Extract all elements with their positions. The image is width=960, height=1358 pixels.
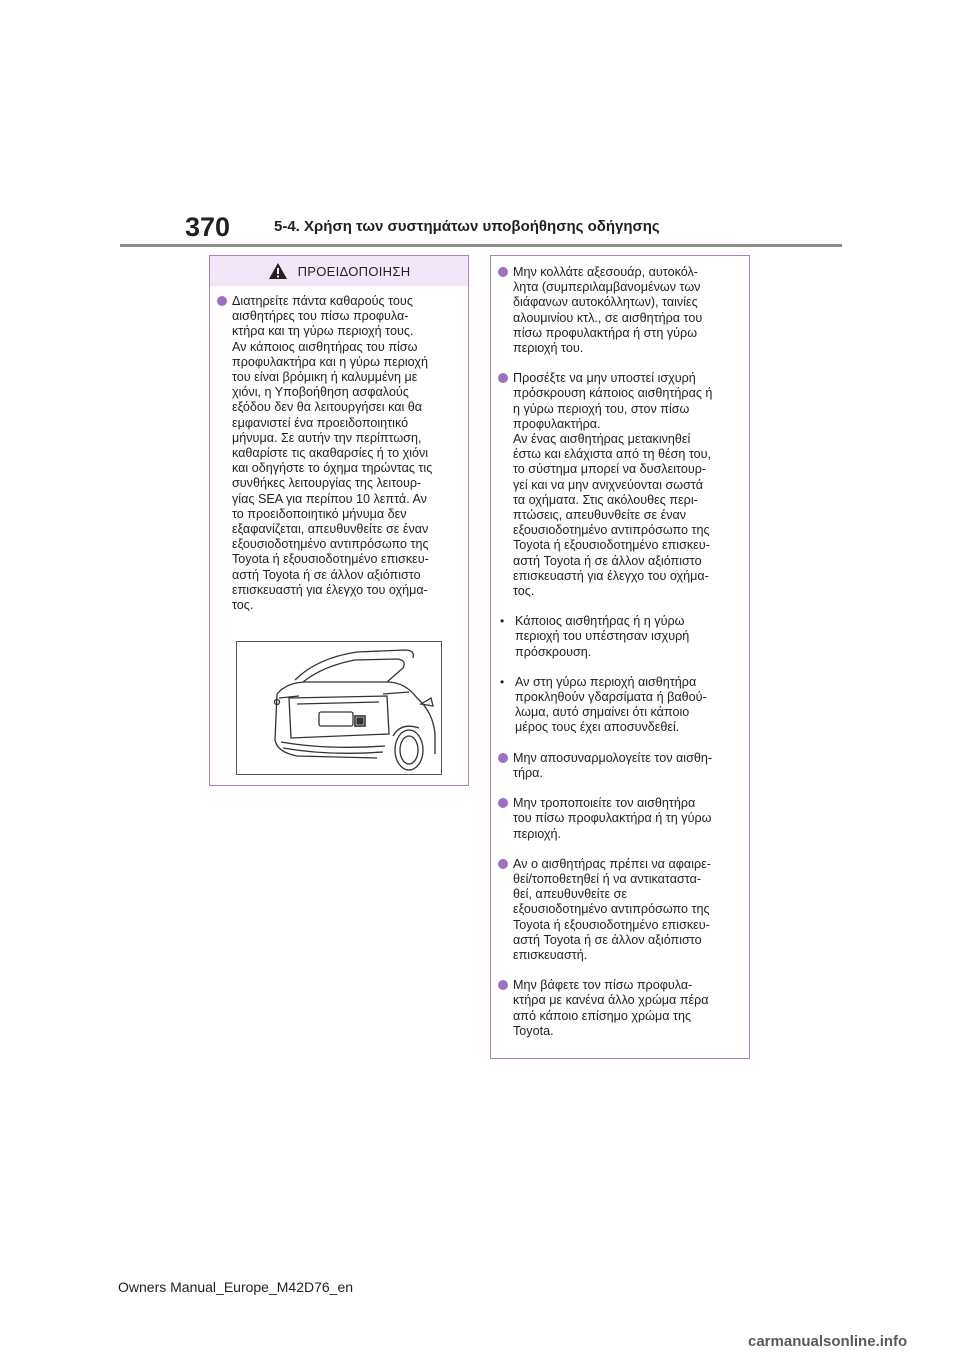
bullet-dot-icon <box>498 980 508 990</box>
warning-list-left <box>210 286 468 613</box>
bullet-mark <box>498 371 513 599</box>
list-item <box>498 978 741 1039</box>
item-text: Μην αποσυναρμολογείτε τον αισθη- τήρα. <box>513 750 713 780</box>
item-text: Μην βάφετε τον πίσω προφυλα- κτήρα με κανένα άλλο χρώμα πέρα από κάποιο επίσημο χρώμα της Toyota. <box>513 978 709 1038</box>
warning-list-right <box>491 256 749 1039</box>
list-item <box>498 265 741 356</box>
footer-manual-id: Owners Manual_Europe_M42D76_en <box>118 1279 354 1295</box>
warning-title: ΠΡΟΕΙΔΟΠΟΙΗΣΗ <box>297 263 411 279</box>
item-text: Μην τροποποιείτε τον αισθητήρα του πίσω προφυλακτήρα ή τη γύρω περιοχή. <box>513 796 712 841</box>
list-item <box>217 294 460 613</box>
warning-triangle-icon <box>268 262 288 280</box>
item-text: Προσέξτε να μην υποστεί ισχυρή πρόσκρουση κάποιος αισθητήρας ή η γύρω περιοχή του, στον πίσω προφυλακτήρα. Αν ένας αισθητήρας μετακινηθεί έστω και ελάχιστα από τη θέση του, το σύστημα μπορεί να δυσλειτουρ- γεί και να μην ανιχνεύονται σωστά τα οχήματα. Στις ακόλουθες περι- πτώσεις, απευθυνθείτε σε έναν εξουσιοδοτημένο αντιπρόσωπο της Toyota ή εξουσιοδοτημένο επισκευ- αστή Toyota ή σε άλλον αξιόπιστο επισκευαστή για έλεγχο του οχήμα- τος. <box>513 371 713 599</box>
bullet-mark: • <box>500 614 505 629</box>
section-title: 5-4. Χρήση των συστημάτων υποβοήθησης οδήγησης <box>274 218 660 235</box>
bullet-mark <box>498 857 513 963</box>
car-rear-illustration <box>236 641 442 775</box>
bullet-mark <box>498 265 513 356</box>
bullet-dot-icon <box>498 798 508 808</box>
bullet-dot-icon <box>498 753 508 763</box>
car-rear-bumper-sensor-drawing <box>237 642 441 774</box>
sub-list-item <box>498 614 741 660</box>
bullet-dot-icon <box>498 859 508 869</box>
item-text: Μην κολλάτε αξεσουάρ, αυτοκόλ- λητα (συμπεριλαμβανομένων των διάφανων αυτοκόλλητων), ταινίες αλουμινίου κτλ., σε αισθητήρα του πίσω προφυλακτήρα ή στη γύρω περιοχή του. <box>513 265 703 356</box>
item-text: Αν στη γύρω περιοχή αισθητήρα προκληθούν γδαρσίματα ή βαθού- λωμα, αυτό σημαίνει ότι κάποιο μέρος τους έχει αποσυνδεθεί. <box>515 674 707 735</box>
bullet-dot-icon <box>217 296 227 306</box>
list-item <box>498 371 741 599</box>
bullet-mark <box>217 294 232 613</box>
list-item <box>498 796 741 842</box>
sub-list-item <box>498 675 741 736</box>
bullet-mark <box>498 796 513 842</box>
bullet-mark <box>498 751 513 781</box>
item-text: Αν ο αισθητήρας πρέπει να αφαιρε- θεί/τοποθετηθεί ή να αντικαταστα- θεί, απευθυνθείτε σε εξουσιοδοτημένο αντιπρόσωπο της Toyota ή εξουσιοδοτημένο επισκευ- αστή Toyota ή σε άλλον αξιόπιστο επισκευαστή. <box>513 856 711 962</box>
list-item <box>498 857 741 963</box>
bullet-dot-icon <box>498 373 508 383</box>
list-item <box>498 751 741 781</box>
bullet-mark <box>498 978 513 1039</box>
page-number: 370 <box>185 212 231 242</box>
header-rule <box>120 244 842 247</box>
bullet-dot-icon <box>498 267 508 277</box>
item-text: Διατηρείτε πάντα καθαρούς τους αισθητήρες του πίσω προφυλα- κτήρα και τη γύρω περιοχή τους. Αν κάποιος αισθητήρας του πίσω προφυλακτήρα και η γύρω περιοχή του είναι βρόμικη ή καλυμμένη με χιόνι, η Υποβοήθηση ασφαλούς εξόδου δεν θα λειτουργήσει και θα εμφανιστεί ένα προειδοποιητικό μήνυμα. Σε αυτήν την περίπτωση, καθαρίστε τις ακαθαρσίες ή το χιόνι και οδηγήστε το όχημα τηρώντας τις συνθήκες λειτουργίας της λειτουρ- γίας SEA για περίπου 10 λεπτά. Αν το προειδοποιητικό μήνυμα δεν εξαφανίζεται, απευθυνθείτε σε έναν εξουσιοδοτημένο αντιπρόσωπο της Toyota ή εξουσιοδοτημένο επισκευ- αστή Toyota ή σε άλλον αξιόπιστο επισκευαστή για έλεγχο του οχήμα- τος. <box>232 294 433 613</box>
watermark: carmanualsonline.info <box>748 1333 908 1350</box>
item-text: Κάποιος αισθητήρας ή η γύρω περιοχή του υπέστησαν ισχυρή πρόσκρουση. <box>515 614 690 659</box>
bullet-mark: • <box>500 674 505 689</box>
warning-header <box>210 256 468 286</box>
warning-box-right <box>490 255 750 1059</box>
